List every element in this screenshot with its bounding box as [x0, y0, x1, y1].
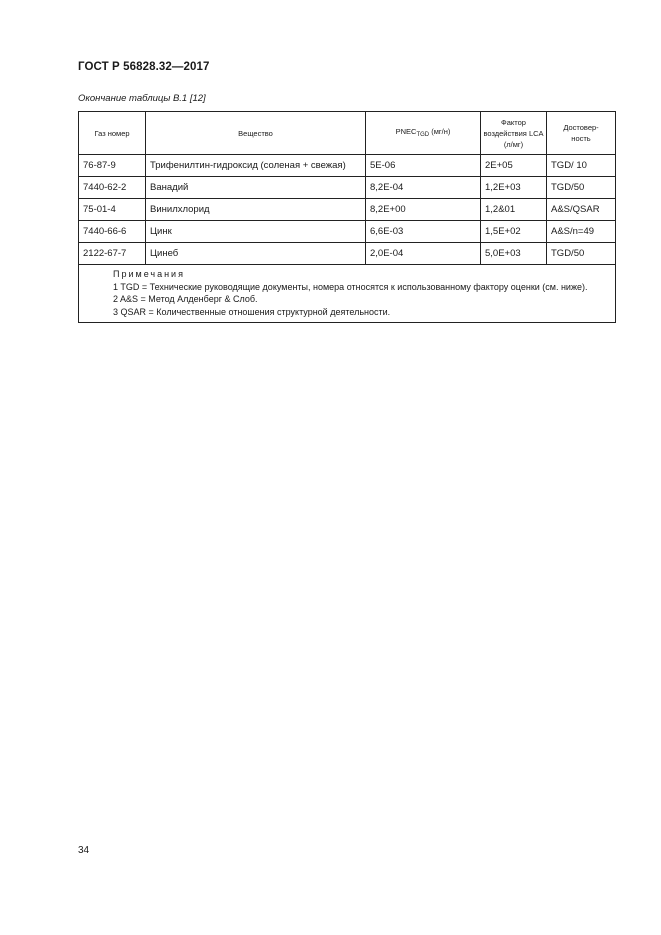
- header-factor-label: Фактор воздействия LCA (л/мг): [483, 117, 544, 149]
- note-item: 1 TGD = Технические руководящие документы, номера относятся к использованному фактору оценки (см. ниже).: [113, 281, 588, 292]
- header-pnec: [366, 112, 481, 155]
- data-table: [78, 111, 616, 323]
- table-row: [79, 199, 616, 221]
- header-pnec-unit: (мг/н): [431, 126, 451, 136]
- cell-cas: 75-01-4: [79, 199, 146, 221]
- note-item: 3 QSAR = Количественные отношения структурной деятельности.: [113, 306, 391, 317]
- cell-substance: Ванадий: [146, 177, 366, 199]
- header-pnec-subscript: TGD: [416, 131, 430, 138]
- cell-reliability: A&S/n=49: [547, 221, 616, 243]
- cell-factor: 1,2&01: [481, 199, 547, 221]
- note-item: 2 A&S = Метод Алденберг & Слоб.: [113, 294, 258, 304]
- table-caption: Окончание таблицы В.1 [12]: [78, 93, 206, 104]
- table-row: [79, 221, 616, 243]
- header-cas-label: Газ номер: [94, 128, 130, 138]
- cell-reliability: TGD/50: [547, 177, 616, 199]
- header-reliability-label: Достовер-ность: [563, 123, 599, 143]
- cell-factor: 1,2E+03: [481, 177, 547, 199]
- cell-reliability: TGD/ 10: [547, 155, 616, 177]
- header-cas: [79, 112, 146, 155]
- cell-reliability: TGD/50: [547, 243, 616, 265]
- notes-cell: [79, 265, 616, 323]
- cell-pnec: 6,6E-03: [366, 221, 481, 243]
- cell-substance: Цинк: [146, 221, 366, 243]
- header-substance: [146, 112, 366, 155]
- cell-cas: 7440-62-2: [79, 177, 146, 199]
- header-substance-label: Вещество: [238, 128, 273, 138]
- cell-reliability: A&S/QSAR: [547, 199, 616, 221]
- header-pnec-label: PNEC: [395, 126, 417, 136]
- table-row: [79, 177, 616, 199]
- document-header: ГОСТ Р 56828.32—2017: [78, 61, 210, 73]
- table-row: [79, 243, 616, 265]
- cell-factor: 1,5E+02: [481, 221, 547, 243]
- cell-factor: 5,0E+03: [481, 243, 547, 265]
- header-factor: [481, 112, 547, 155]
- cell-cas: 76-87-9: [79, 155, 146, 177]
- cell-cas: 7440-66-6: [79, 221, 146, 243]
- header-reliability: [547, 112, 616, 155]
- notes-row: [79, 265, 616, 323]
- cell-substance: Винилхлорид: [146, 199, 366, 221]
- cell-substance: Трифенилтин-гидроксид (соленая + свежая): [146, 155, 366, 177]
- notes-title: Примечания: [113, 269, 185, 279]
- cell-factor: 2E+05: [481, 155, 547, 177]
- page-number: 34: [78, 845, 90, 856]
- table-header-row: [79, 112, 616, 155]
- cell-pnec: 8,2E+00: [366, 199, 481, 221]
- cell-pnec: 5E-06: [366, 155, 481, 177]
- cell-pnec: 8,2E-04: [366, 177, 481, 199]
- cell-cas: 2122-67-7: [79, 243, 146, 265]
- cell-substance: Цинеб: [146, 243, 366, 265]
- cell-pnec: 2,0E-04: [366, 243, 481, 265]
- table-row: [79, 155, 616, 177]
